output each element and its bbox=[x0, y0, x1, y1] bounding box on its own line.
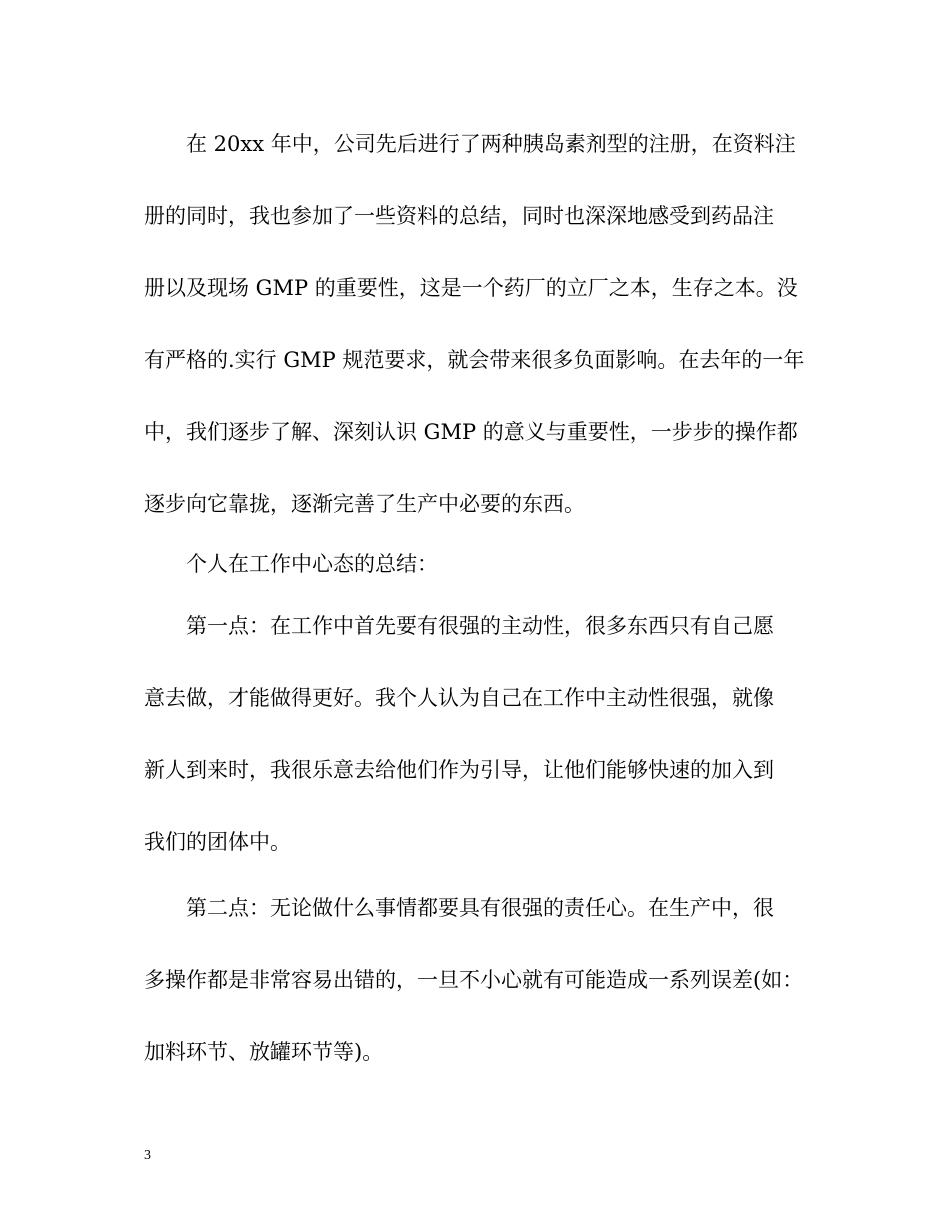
paragraph-line: 多操作都是非常容易出错的，一旦不小心就有可能造成一系列误差(如： bbox=[144, 968, 804, 992]
paragraph-line: 中，我们逐步了解、深刻认识 GMP 的意义与重要性，一步步的操作都 bbox=[144, 420, 798, 444]
paragraph-line: 加料环节、放罐环节等)。 bbox=[144, 1040, 384, 1064]
paragraph-line: 在 20xx 年中，公司先后进行了两种胰岛素剂型的注册，在资料注 bbox=[186, 132, 796, 156]
paragraph-line: 我们的团体中。 bbox=[144, 830, 291, 854]
paragraph-line: 第二点：无论做什么事情都要具有很强的责任心。在生产中，很 bbox=[186, 896, 774, 920]
section-heading: 个人在工作中心态的总结： bbox=[186, 552, 438, 576]
page-number: 3 bbox=[144, 1148, 151, 1163]
paragraph-line: 意去做，才能做得更好。我个人认为自己在工作中主动性很强，就像 bbox=[144, 686, 774, 710]
paragraph-line: 新人到来时，我很乐意去给他们作为引导，让他们能够快速的加入到 bbox=[144, 758, 774, 782]
paragraph-line: 有严格的.实行 GMP 规范要求，就会带来很多负面影响。在去年的一年 bbox=[144, 348, 805, 372]
paragraph-line: 册以及现场 GMP 的重要性，这是一个药厂的立厂之本，生存之本。没 bbox=[144, 276, 798, 300]
paragraph-line: 第一点：在工作中首先要有很强的主动性，很多东西只有自己愿 bbox=[186, 614, 774, 638]
paragraph-line: 册的同时，我也参加了一些资料的总结，同时也深深地感受到药品注 bbox=[144, 204, 774, 228]
paragraph-line: 逐步向它靠拢，逐渐完善了生产中必要的东西。 bbox=[144, 492, 585, 516]
